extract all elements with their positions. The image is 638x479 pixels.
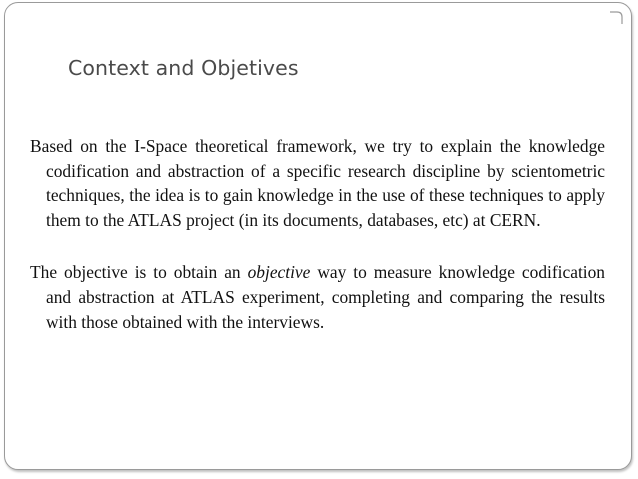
slide-body: [30, 134, 605, 334]
chevron-corner-icon: [607, 9, 625, 27]
objective-text-end: way to measure knowledge codification and abstraction at ATLAS experiment, completing and comparing the results with those obtained with the interviews.: [46, 262, 605, 332]
paragraph-objective: [30, 260, 605, 334]
slide-title: Context and Objetives: [68, 56, 299, 80]
objective-emphasis: objective: [247, 262, 311, 283]
objective-text-start: The objective is to obtain an: [30, 262, 248, 283]
paragraph-context: Based on the I-Space theoretical framework, we try to explain the knowledge codification and abstraction of a specific research discipline by scientometric techniques, the idea is to gain knowledge in the use of these techniques to apply them to the ATLAS project (in its documents, databases, etc) at CERN.: [30, 136, 605, 230]
